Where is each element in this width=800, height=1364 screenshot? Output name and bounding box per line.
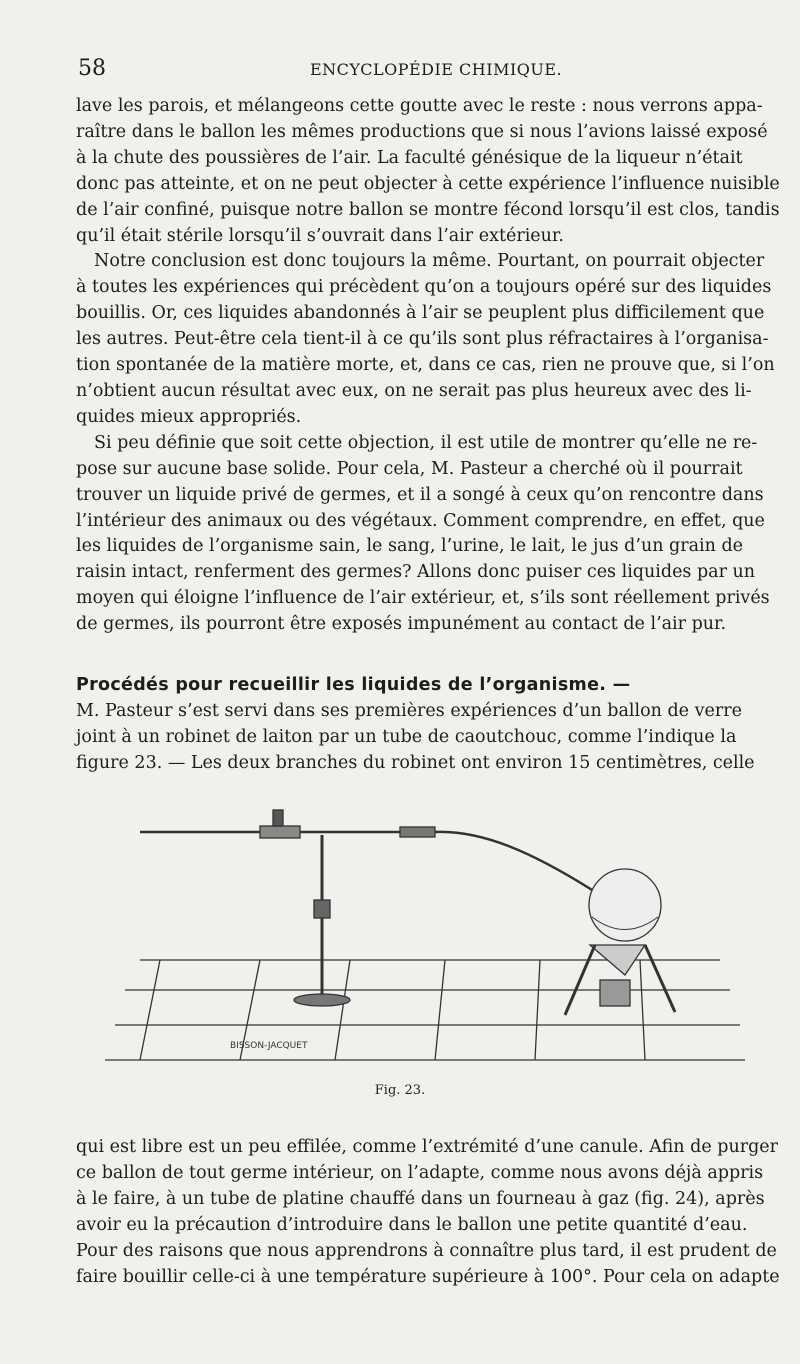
text-line: ce ballon de tout germe intérieur, on l’adapte, comme nous avons déjà appris [76, 1162, 764, 1183]
text-line: joint à un robinet de laiton par un tube de caoutchouc, comme l’indique la [76, 726, 737, 747]
text-line: lave les parois, et mélangeons cette goutte avec le reste : nous verrons appa- [76, 96, 763, 116]
tile-line [535, 960, 540, 1060]
text-line: raisin intact, renferment des germes? Allons donc puiser ces liquides par un [76, 562, 756, 583]
text-line: faire bouillir celle-ci à une température supérieure à 100°. Pour cela on adapte [76, 1266, 780, 1287]
text-line: raître dans le ballon les mêmes productions que si nous l’avions laissé exposé [76, 121, 768, 142]
text-line: l’intérieur des animaux ou des végétaux. Comment comprendre, en effet, que [76, 510, 765, 531]
text-line: de l’air confiné, puisque notre ballon se montre fécond lorsqu’il est clos, tandis [76, 199, 780, 220]
text-line: figure 23. — Les deux branches du robinet ont environ 15 centimètres, celle [76, 752, 755, 773]
tile-line [335, 960, 350, 1060]
figure-caption: Fig. 23. [374, 1083, 426, 1098]
stand-base [294, 994, 350, 1006]
text-line: de germes, ils pourront être exposés impunément au contact de l’air pur. [76, 614, 727, 635]
page-number: 58 [78, 56, 106, 81]
page-header [78, 56, 778, 84]
tripod-leg [645, 945, 675, 1012]
tile-line [140, 960, 160, 1060]
section-procedes [76, 673, 777, 777]
tripod-leg [565, 945, 595, 1015]
text-line: quides mieux appropriés. [76, 406, 302, 427]
gas-burner [600, 980, 630, 1006]
section-heading: Procédés pour recueillir les liquides de l’organisme. — [76, 675, 631, 695]
running-title: ENCYCLOPÉDIE CHIMIQUE. [310, 60, 563, 79]
body-text-top [76, 94, 780, 638]
text-line: qui est libre est un peu effilée, comme l’extrémité d’une canule. Afin de purger [76, 1137, 779, 1157]
text-line: Pour des raisons que nous apprendrons à connaître plus tard, il est prudent de [76, 1240, 777, 1261]
tile-line [435, 960, 445, 1060]
stand-clamp [314, 900, 330, 918]
text-line: pose sur aucune base solide. Pour cela, M. Pasteur a cherché où il pourrait [76, 458, 743, 479]
text-line: M. Pasteur s’est servi dans ses premières expériences d’un ballon de verre [76, 700, 742, 721]
text-line: Notre conclusion est donc toujours la même. Pourtant, on pourrait objecter [94, 251, 765, 272]
text-line: n’obtient aucun résultat avec eux, on ne serait pas plus heureux avec des li- [76, 380, 752, 401]
paragraph-1 [76, 94, 780, 249]
brass-tap [260, 826, 300, 838]
text-line: tion spontanée de la matière morte, et, dans ce cas, rien ne prouve que, si l’on [76, 355, 775, 376]
text-line: à la chute des poussières de l’air. La faculté génésique de la liqueur n’était [76, 147, 743, 168]
text-line: qu’il était stérile lorsqu’il s’ouvrait dans l’air extérieur. [76, 225, 564, 246]
tile-line [640, 960, 645, 1060]
text-line: les autres. Peut-être cela tient-il à ce qu’ils sont plus réfractaires à l’organisa- [76, 329, 769, 350]
text-line: trouver un liquide privé de germes, et il a songé à ceux qu’on rencontre dans [76, 484, 764, 505]
glass-flask [589, 869, 661, 941]
text-line: les liquides de l’organisme sain, le sang, l’urine, le lait, le jus d’un grain de [76, 536, 744, 557]
text-line: à toutes les expériences qui précèdent qu’on a toujours opéré sur des liquides [76, 277, 772, 298]
paragraph-3 [76, 431, 777, 638]
tap-handle [273, 810, 283, 826]
text-line: donc pas atteinte, et on ne peut objecter à cette expérience l’influence nuisible [76, 173, 780, 194]
text-line: Si peu définie que soit cette objection, il est utile de montrer qu’elle ne re- [94, 432, 758, 453]
text-line: à le faire, à un tube de platine chauffé dans un fourneau à gaz (fig. 24), après [76, 1188, 765, 1209]
flask-neck [435, 832, 600, 895]
body-text-bottom [76, 1135, 780, 1290]
paragraph-2 [76, 249, 777, 430]
figure-23-illustration [100, 800, 750, 1075]
text-line: avoir eu la précaution d’introduire dans le ballon une petite quantité d’eau. [76, 1214, 748, 1235]
apparatus-engraving [100, 800, 750, 1075]
rubber-tube [400, 827, 435, 837]
engraver-signature: BISSON-JACQUET [230, 1041, 308, 1051]
text-line: moyen qui éloigne l’influence de l’air extérieur, et, s’ils sont réellement privés [76, 588, 770, 609]
text-line: bouillis. Or, ces liquides abandonnés à l’air se peuplent plus difficilement que [76, 303, 765, 324]
